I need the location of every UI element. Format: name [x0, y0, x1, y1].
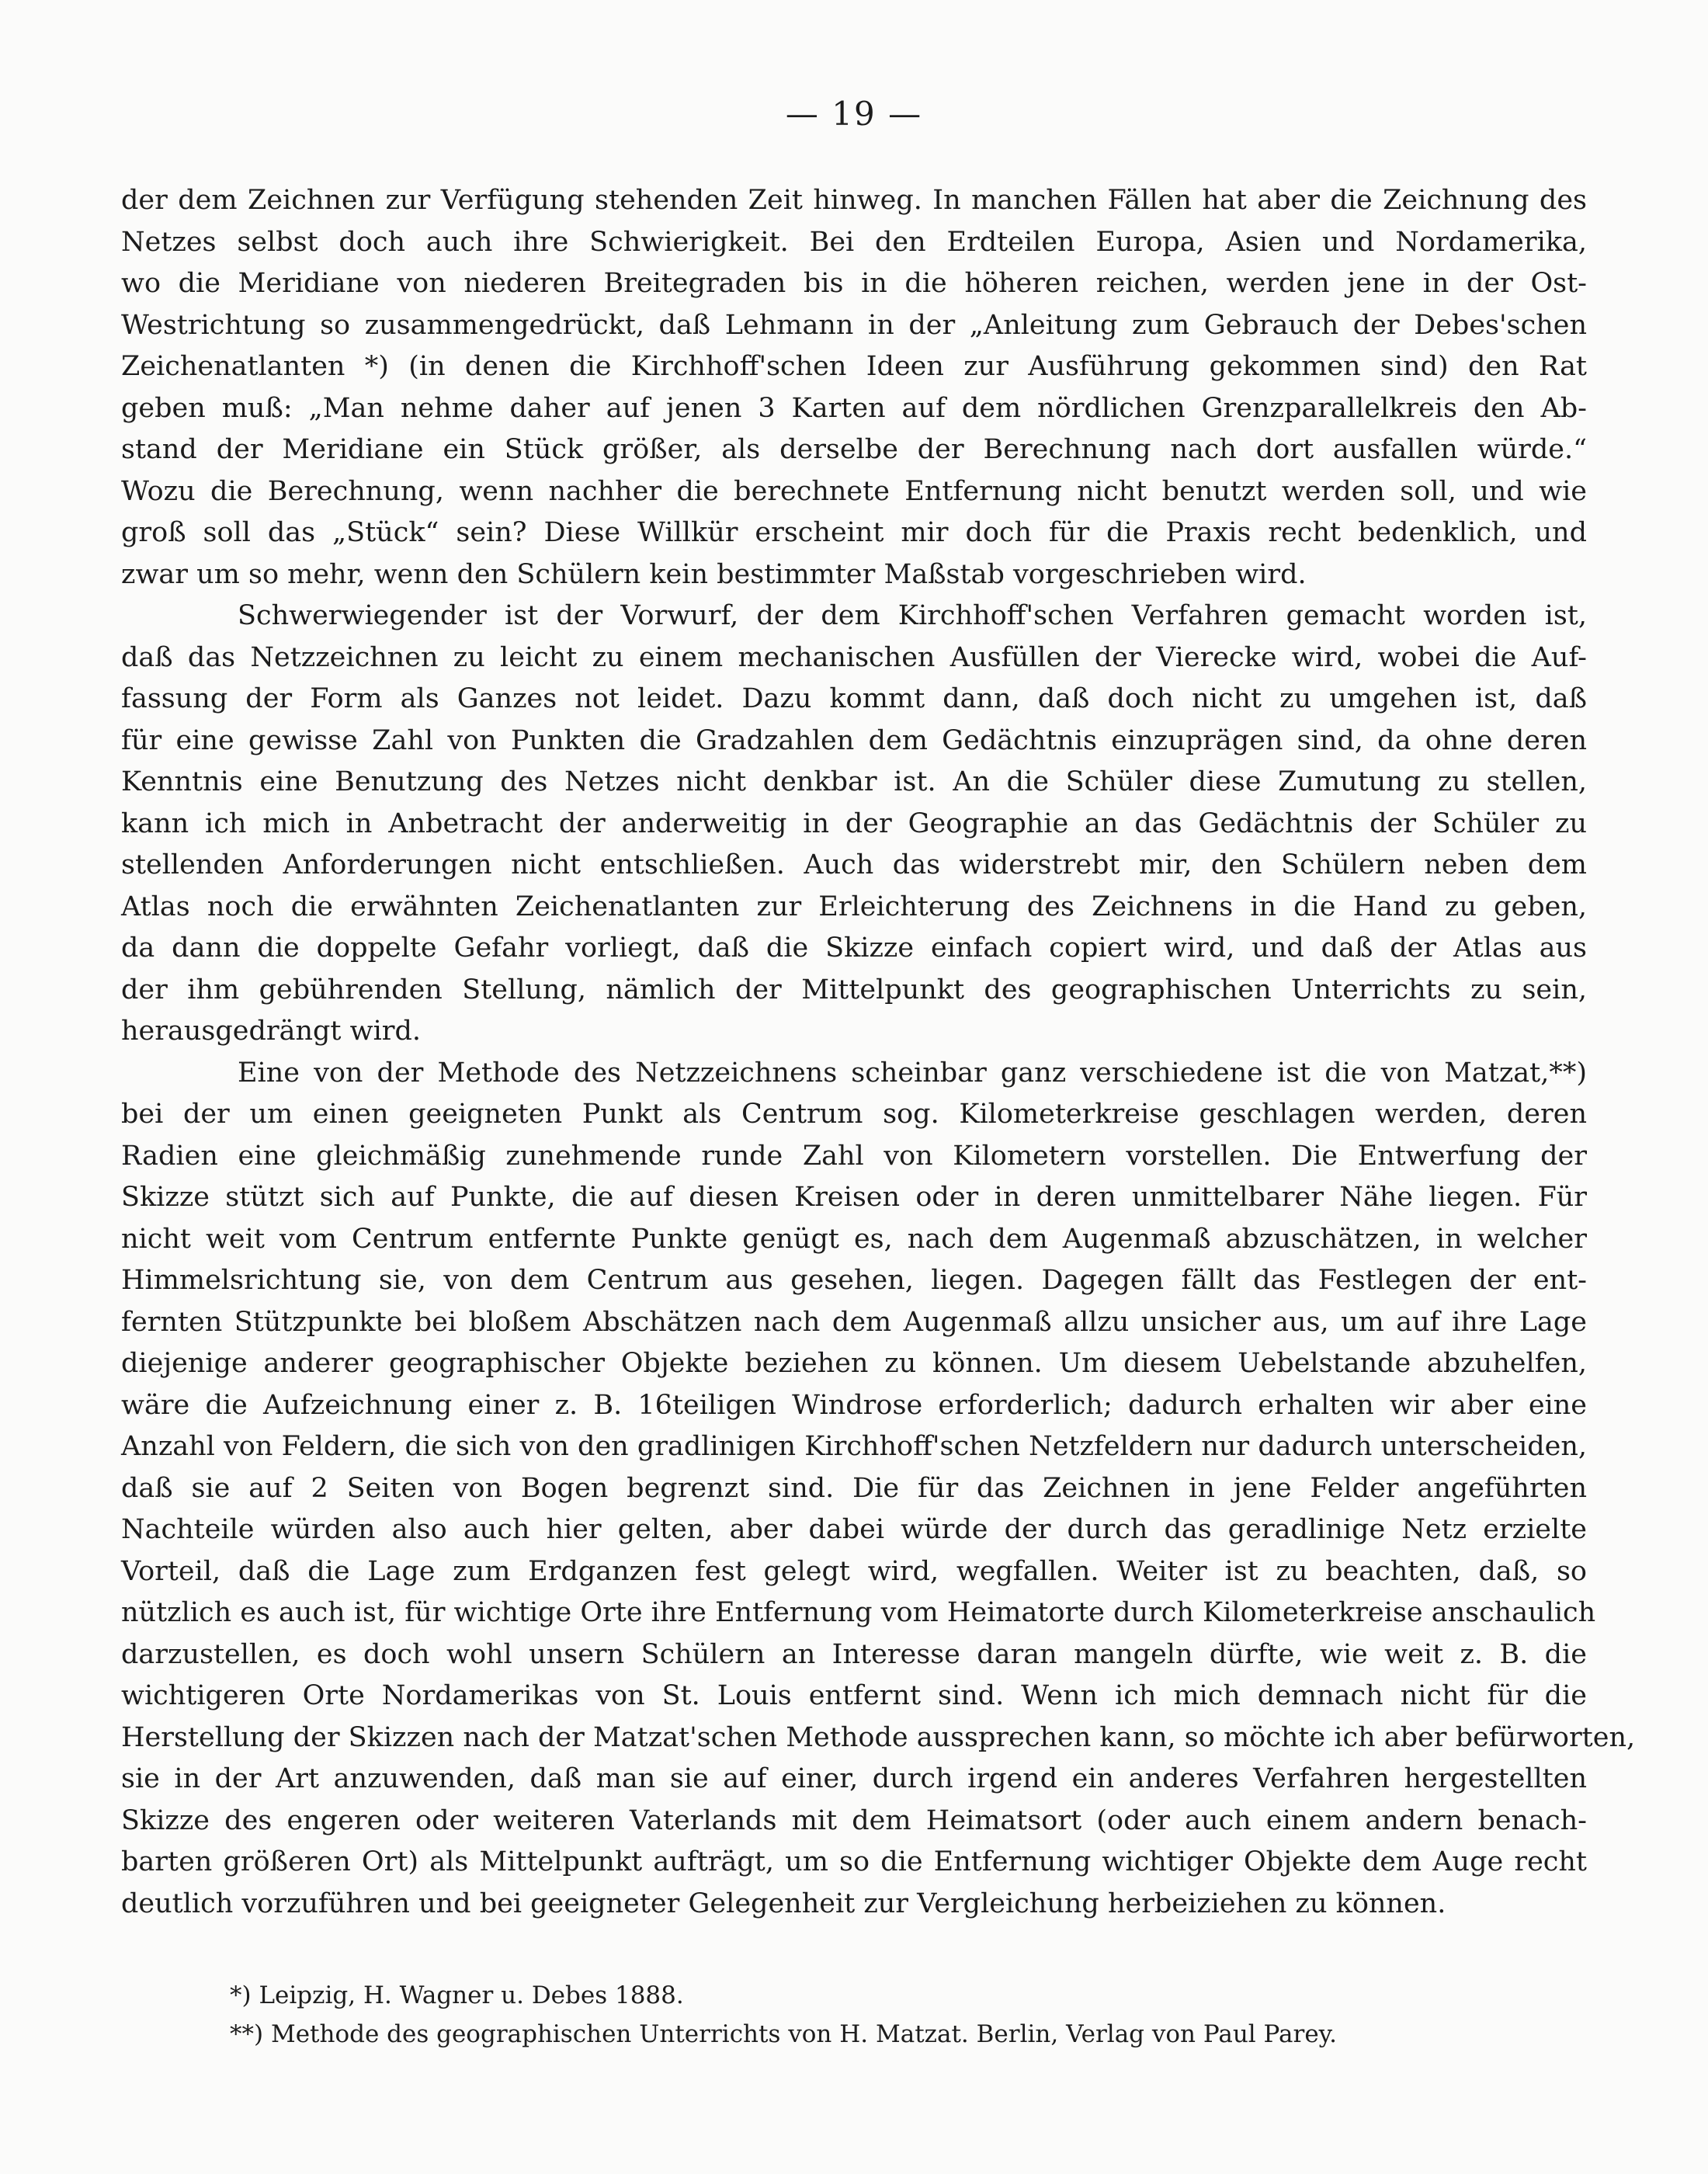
text-line: daß sie auf 2 Seiten von Bogen begrenzt sind. Die für das Zeichnen in jene Felder angeführten	[121, 1472, 1587, 1504]
footnotes	[230, 1976, 1596, 2054]
body-text	[121, 180, 1636, 1925]
text-line: Himmelsrichtung sie, von dem Centrum aus gesehen, liegen. Dagegen fällt das Festlegen der ent-	[121, 1265, 1587, 1296]
text-line: stand der Meridiane ein Stück größer, als derselbe der Berechnung nach dort ausfallen würde.“	[121, 434, 1587, 465]
footnote-2: **) Methode des geographischen Unterrichts von H. Matzat. Berlin, Verlag von Paul Parey.	[230, 2020, 1337, 2048]
text-line: Skizze stützt sich auf Punkte, die auf diesen Kreisen oder in deren unmittelbarer Nähe liegen. Für	[121, 1182, 1587, 1213]
text-line: zwar um so mehr, wenn den Schülern kein bestimmter Maßstab vorgeschrieben wird.	[121, 558, 1307, 590]
text-line: kann ich mich in Anbetracht der anderweitig in der Geographie an das Gedächtnis der Schüler zu	[121, 807, 1587, 839]
text-line: Schwerwiegender ist der Vorwurf, der dem Kirchhoff'schen Verfahren gemacht worden ist,	[238, 600, 1587, 631]
text-line: Vorteil, daß die Lage zum Erdganzen fest gelegt wird, wegfallen. Weiter ist zu beachten, daß, so	[121, 1555, 1587, 1587]
paragraph	[121, 180, 1587, 596]
text-line: Westrichtung so zusammengedrückt, daß Lehmann in der „Anleitung zum Gebrauch der Debes'schen	[121, 309, 1587, 341]
text-line: geben muß: „Man nehme daher auf jenen 3 Karten auf dem nördlichen Grenzparallelkreis den Ab-	[121, 392, 1587, 424]
text-line: der dem Zeichnen zur Verfügung stehenden Zeit hinweg. In manchen Fällen hat aber die Zeichnung des	[121, 185, 1587, 216]
text-line: Zeichenatlanten *) (in denen die Kirchhoff'schen Ideen zur Ausführung gekommen sind) den Rat	[121, 351, 1587, 382]
text-line: darzustellen, es doch wohl unsern Schülern an Interesse daran mangeln dürfte, wie weit z. B. die	[121, 1638, 1587, 1670]
text-line: Radien eine gleichmäßig zunehmende runde Zahl von Kilometern vorstellen. Die Entwerfung der	[121, 1140, 1587, 1172]
text-line: diejenige anderer geographischer Objekte beziehen zu können. Um diesem Uebelstande abzuhelfen,	[121, 1348, 1587, 1379]
paragraph	[121, 596, 1587, 1053]
text-line: Atlas noch die erwähnten Zeichenatlanten zur Erleichterung des Zeichnens in die Hand zu geben,	[121, 891, 1587, 922]
text-line: Eine von der Methode des Netzzeichnens scheinbar ganz verschiedene ist die von Matzat,**)	[238, 1057, 1587, 1089]
text-line: Nachteile würden also auch hier gelten, aber dabei würde der durch das geradlinige Netz erzielte	[121, 1514, 1587, 1545]
text-line: Kenntnis eine Benutzung des Netzes nicht denkbar ist. An die Schüler diese Zumutung zu stellen,	[121, 766, 1587, 797]
text-line: bei der um einen geeigneten Punkt als Centrum sog. Kilometerkreise geschlagen werden, deren	[121, 1099, 1587, 1130]
text-line: deutlich vorzuführen und bei geeigneter Gelegenheit zur Vergleichung herbeiziehen zu können.	[121, 1887, 1446, 1919]
text-line: Herstellung der Skizzen nach der Matzat'schen Methode aussprechen kann, so möchte ich aber befürworten,	[121, 1721, 1636, 1753]
text-line: nicht weit vom Centrum entfernte Punkte genügt es, nach dem Augenmaß abzuschätzen, in welcher	[121, 1223, 1587, 1255]
text-line: fassung der Form als Ganzes not leidet. Dazu kommt dann, daß doch nicht zu umgehen ist, daß	[121, 683, 1587, 714]
text-line: nützlich es auch ist, für wichtige Orte ihre Entfernung vom Heimatorte durch Kilometerkreise anschaulich	[121, 1597, 1596, 1628]
text-line: barten größeren Ort) als Mittelpunkt aufträgt, um so die Entfernung wichtiger Objekte dem Auge recht	[121, 1846, 1587, 1877]
text-line: Wozu die Berechnung, wenn nachher die berechnete Entfernung nicht benutzt werden soll, und wie	[121, 475, 1587, 507]
text-line: herausgedrängt wird.	[121, 1016, 422, 1047]
text-line: Netzes selbst doch auch ihre Schwierigkeit. Bei den Erdteilen Europa, Asien und Nordamerika,	[121, 226, 1587, 258]
text-line: stellenden Anforderungen nicht entschließen. Auch das widerstrebt mir, den Schülern neben dem	[121, 849, 1587, 880]
text-line: groß soll das „Stück“ sein? Diese Willkür erscheint mir doch für die Praxis recht bedenklich, und	[121, 517, 1587, 548]
text-line: fernten Stützpunkte bei bloßem Abschätzen nach dem Augenmaß allzu unsicher aus, um auf ihre Lage	[121, 1306, 1587, 1338]
text-line: wäre die Aufzeichnung einer z. B. 16teiligen Windrose erforderlich; dadurch erhalten wir aber eine	[121, 1389, 1587, 1421]
text-line: Anzahl von Feldern, die sich von den gradlinigen Kirchhoff'schen Netzfeldern nur dadurch unterscheiden,	[121, 1431, 1587, 1462]
text-line: für eine gewisse Zahl von Punkten die Gradzahlen dem Gedächtnis einzuprägen sind, da ohne deren	[121, 724, 1587, 756]
text-line: sie in der Art anzuwenden, daß man sie auf einer, durch irgend ein anderes Verfahren hergestellten	[121, 1763, 1587, 1794]
page-number: — 19 —	[785, 95, 923, 133]
paragraph	[121, 1053, 1636, 1926]
text-line: da dann die doppelte Gefahr vorliegt, daß die Skizze einfach copiert wird, und daß der Atlas aus	[121, 932, 1587, 964]
text-line: Skizze des engeren oder weiteren Vaterlands mit dem Heimatsort (oder auch einem andern benach-	[121, 1804, 1587, 1836]
footnote-1: *) Leipzig, H. Wagner u. Debes 1888.	[230, 1981, 684, 2009]
text-line: wichtigeren Orte Nordamerikas von St. Louis entfernt sind. Wenn ich mich demnach nicht für die	[121, 1680, 1587, 1711]
text-line: wo die Meridiane von niederen Breitegraden bis in die höheren reichen, werden jene in der Ost-	[121, 268, 1587, 299]
text-line: der ihm gebührenden Stellung, nämlich der Mittelpunkt des geographischen Unterrichts zu sein,	[121, 974, 1587, 1005]
text-line: daß das Netzzeichnen zu leicht zu einem mechanischen Ausfüllen der Vierecke wird, wobei die Auf-	[121, 641, 1587, 673]
